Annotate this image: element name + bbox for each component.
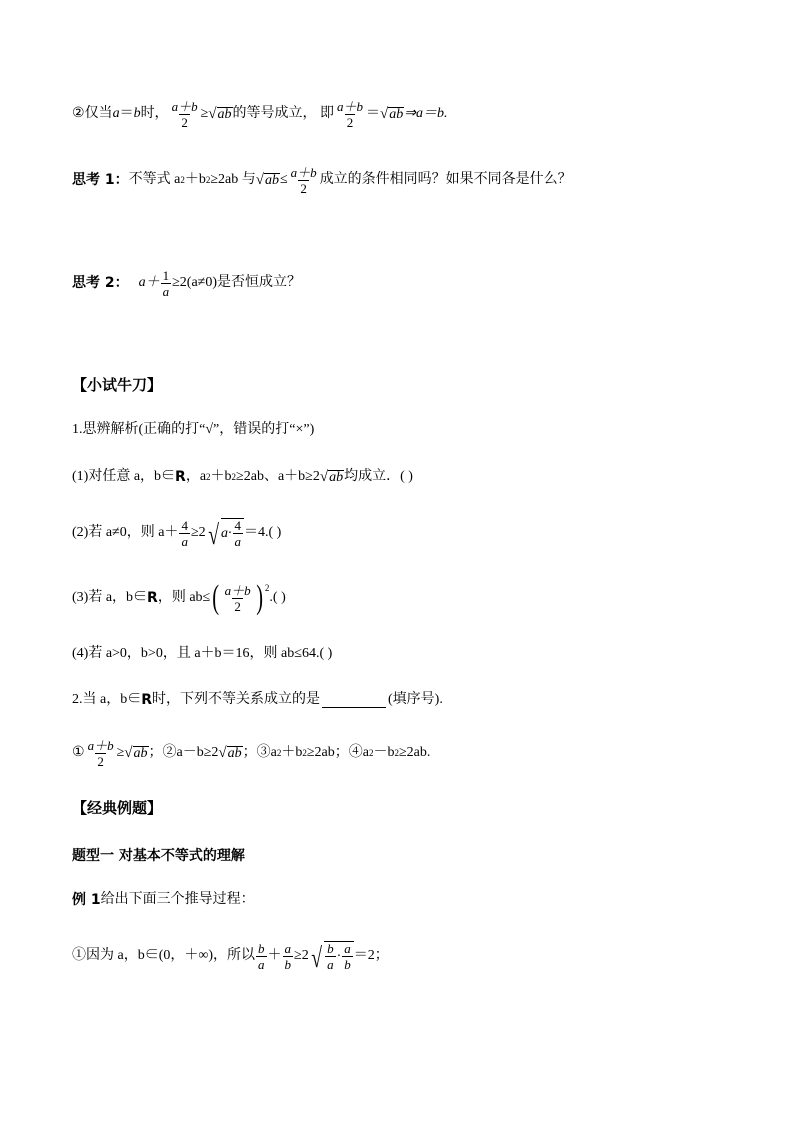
sqrt: √ ab [255,171,279,188]
fraction: $\frac{a+b}{2}$ [224,582,251,614]
fraction: $\frac{1}{a}$ [162,267,170,299]
fraction: $\frac{a+b}{2}$ [337,98,364,130]
sqrt: √ ab [218,744,242,761]
question-1-3: (3)若 a，b∈ R ，则 ab≤ ( $\frac{a+b}{2}$ ) $^2$ .( ) [72,578,286,616]
sqrt: √ ab [380,105,404,122]
fraction: $\frac{a+b}{2}$ [290,164,317,196]
fraction: $\frac{b}{a}$ [258,940,265,972]
problem-type-1: 题型一 对基本不等式的理解 [72,848,245,864]
example-1-item-1: ①因为 a，b∈(0，＋∞)，所以 $\frac{b}{a}$ ＋ $\frac{a}{b}$ ≥2 √ $\frac{b}{a}$ · $\frac{a}{b}$ ＝2； [72,940,389,974]
think-2: 思考 2： a＋ $\frac{1}{a}$ ≥2(a≠0)是否恒成立？ [72,267,302,299]
question-1-2: (2)若 a≠0，则 a＋ $\frac{4}{a}$ ≥2 √ a· $\frac{4}{a}$ ＝4.( ) [72,517,282,551]
sqrt: √ ab [124,744,148,761]
question-1-1: (1)对任意 a，b∈ R ，a 2 ＋b 2 ≥2ab、a＋b≥2 √ ab 均成立．( ) [72,468,413,485]
question-2: 2.当 a，b∈ R 时，下列不等关系成立的是 (填序号). [72,692,443,708]
fraction: $\frac{a+b}{2}$ [87,737,114,769]
fraction: $\frac{4}{a}$ [181,517,188,549]
sqrt: √ $\frac{b}{a}$ · $\frac{a}{b}$ [309,941,354,971]
fraction: $\frac{a+b}{2}$ [171,98,198,130]
example-1: 例 1 给出下面三个推导过程： [72,892,255,908]
property-line-2: ② 仅当 a ＝ b 时， $\frac{a+b}{2}$ ≥ √ ab 的等号成立， 即 $\frac{a+b}{2}$ ＝ √ ab ⇒a＝b. [72,98,448,130]
section-heading-examples: 【经典例题】 [72,798,163,817]
sqrt: √ a· $\frac{4}{a}$ [206,518,244,548]
think-label: 思考 1： [72,172,129,188]
sqrt: √ ab [319,468,344,485]
circled-number: ② [72,106,85,121]
section-heading-practice: 【小试牛刀】 [72,375,163,394]
think-label: 思考 2： [72,275,129,291]
question-2-options: ① $\frac{a+b}{2}$ ≥ √ ab ；②a－b≥2 √ ab ；③a 2 ＋b 2 ≥2ab；④a 2 －b 2 ≥2ab. [72,737,431,769]
question-1-4: (4)若 a>0，b>0，且 a＋b＝16，则 ab≤64.( ) [72,646,333,661]
question-1-title: 1.思辨解析(正确的打“√”，错误的打“×”) [72,422,315,437]
answer-blank[interactable] [322,693,386,708]
fraction: $\frac{a}{b}$ [284,940,292,972]
sqrt: √ ab [208,105,232,122]
think-1: 思考 1： 不等式 a 2 ＋b 2 ≥2ab 与 √ ab ≤ $\frac{a+b}{2}$ 成立的条件相同吗？如果不同各是什么？ [72,164,572,196]
